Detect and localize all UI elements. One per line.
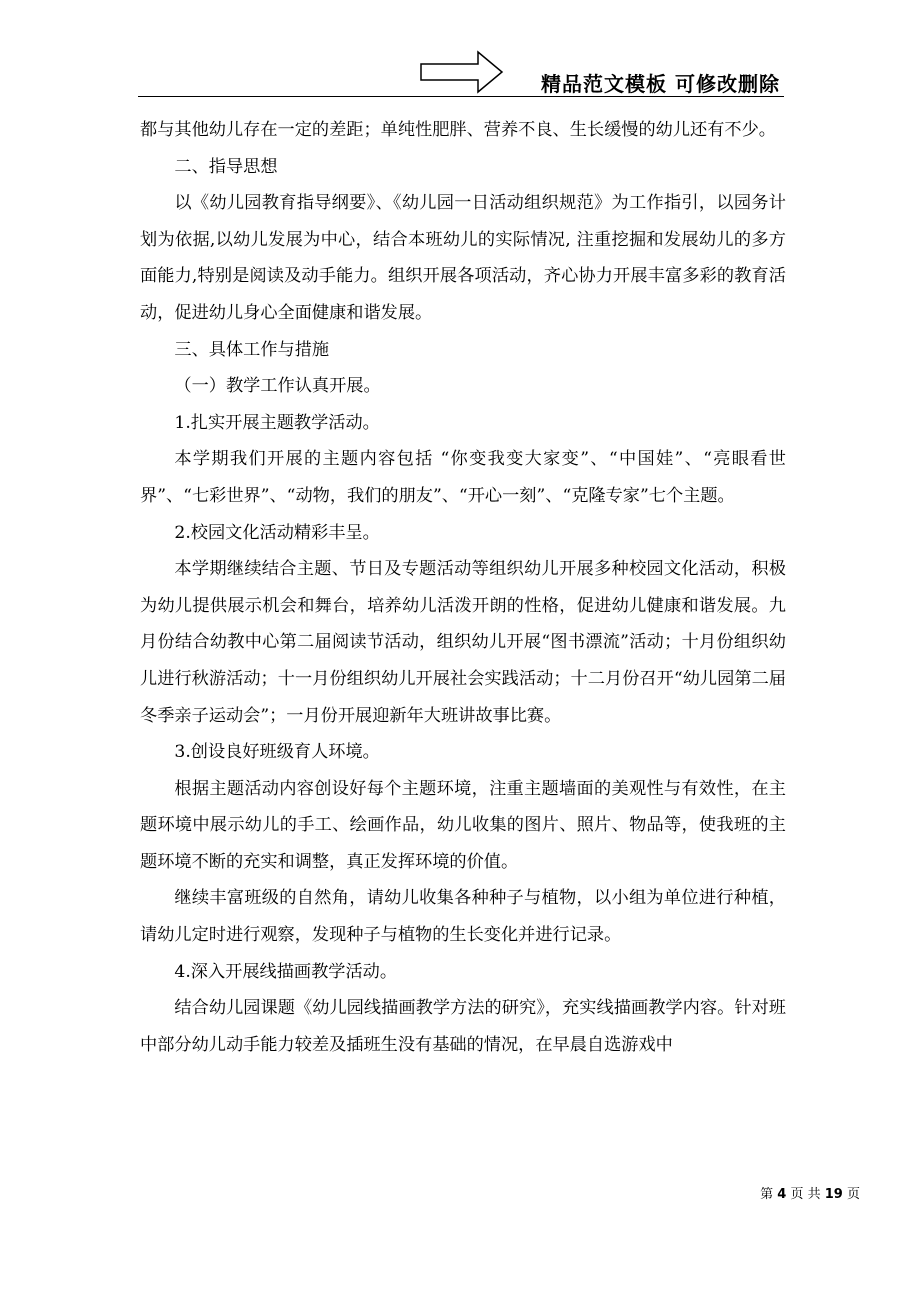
- document-body: [140, 112, 786, 1063]
- item-heading: 2.校园文化活动精彩丰呈。: [174, 522, 380, 543]
- paragraph: 本学期我们开展的主题内容包括 “你变我变大家变”、“中国娃”、“亮眼看世界”、“七彩世界”、“动物，我们的朋友”、“开心一刻”、“克隆专家”七个主题。: [140, 449, 786, 506]
- paragraph: 本学期继续结合主题、节日及专题活动等组织幼儿开展多种校园文化活动，积极为幼儿提供展示机会和舞台，培养幼儿活泼开朗的性格，促进幼儿健康和谐发展。九月份结合幼教中心第二届阅读节活动，组织幼儿开展“图书漂流”活动；十月份组织幼儿进行秋游活动；十一月份组织幼儿开展社会实践活动；十二月份召开“幼儿园第二届冬季亲子运动会”；一月份开展迎新年大班讲故事比赛。: [140, 559, 786, 726]
- subsection-heading: （一）教学工作认真开展。: [174, 376, 381, 397]
- item-heading: 3.创设良好班级育人环境。: [174, 742, 380, 763]
- header-title: 精品范文模板 可修改删除: [541, 72, 780, 96]
- section-heading: 三、具体工作与措施: [174, 339, 330, 360]
- arrow-right-icon: [420, 50, 504, 94]
- section-heading: 二、指导思想: [174, 156, 278, 177]
- paragraph: 结合幼儿园课题《幼儿园线描画教学方法的研究》，充实线描画教学内容。针对班中部分幼儿动手能力较差及插班生没有基础的情况，在早晨自选游戏中: [140, 998, 786, 1055]
- item-heading: 4.深入开展线描画教学活动。: [174, 961, 398, 982]
- page-number: [760, 1183, 860, 1202]
- total-pages: 19: [824, 1187, 843, 1202]
- page-suffix: 页: [846, 1187, 860, 1202]
- paragraph: 以《幼儿园教育指导纲要》、《幼儿园一日活动组织规范》为工作指引，以园务计划为依据,以幼儿发展为中心，结合本班幼儿的实际情况, 注重挖掘和发展幼儿的多方面能力,特别是阅读及动手能力。组织开展各项活动，齐心协力开展丰富多彩的教育活动，促进幼儿身心全面健康和谐发展。: [140, 193, 786, 323]
- current-page: 4: [777, 1187, 787, 1202]
- paragraph: 根据主题活动内容创设好每个主题环境，注重主题墙面的美观性与有效性，在主题环境中展示幼儿的手工、绘画作品，幼儿收集的图片、照片、物品等，使我班的主题环境不断的充实和调整，真正发挥环境的价值。: [140, 778, 786, 872]
- page-prefix: 第: [760, 1187, 774, 1202]
- paragraph: 继续丰富班级的自然角，请幼儿收集各种种子与植物，以小组为单位进行种植，请幼儿定时进行观察，发现种子与植物的生长变化并进行记录。: [140, 888, 786, 946]
- page-middle: 页 共: [790, 1187, 821, 1202]
- paragraph: 都与其他幼儿存在一定的差距；单纯性肥胖、营养不良、生长缓慢的幼儿还有不少。: [140, 120, 776, 140]
- header-divider: [138, 96, 784, 97]
- page-header: [138, 50, 784, 98]
- item-heading: 1.扎实开展主题教学活动。: [174, 412, 380, 433]
